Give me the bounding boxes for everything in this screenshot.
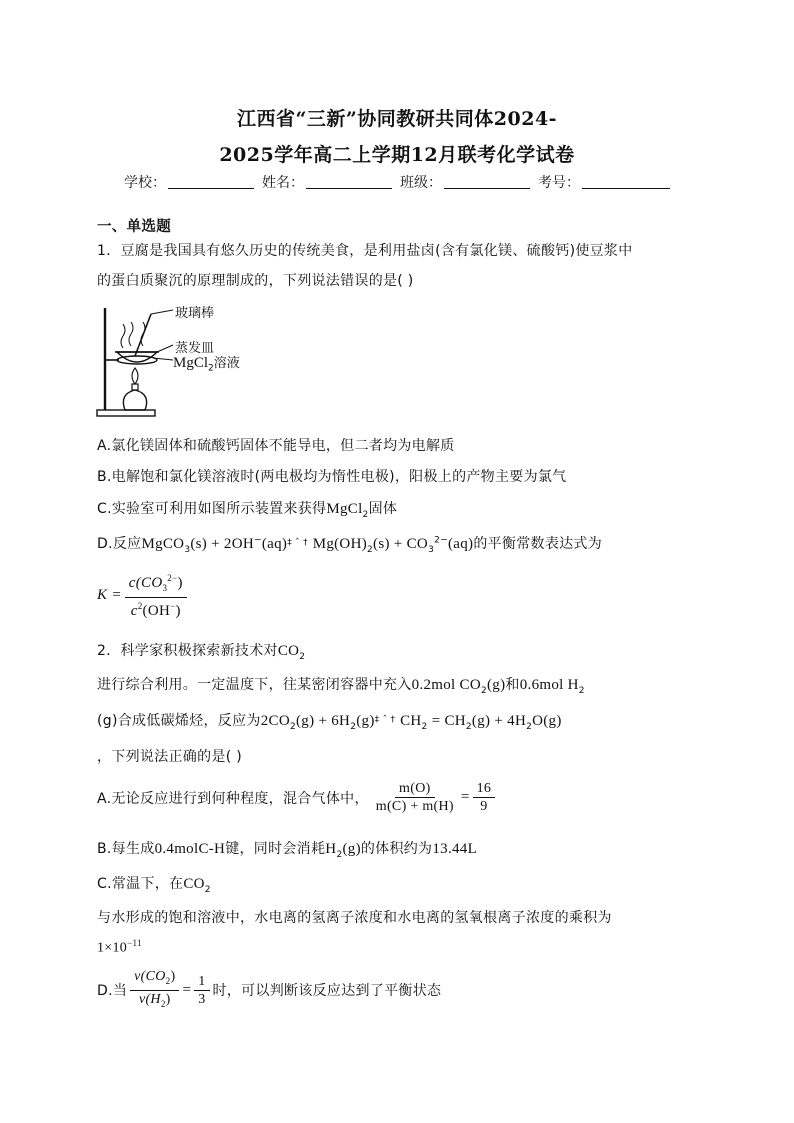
name-label: 姓名： <box>262 175 304 191</box>
q2-stem-line4: ，下列说法正确的是( ) <box>97 749 242 765</box>
exam-number-field[interactable] <box>582 174 670 189</box>
section-title: 一、单选题 <box>97 219 171 235</box>
q2-option-c-line2: 与水形成的饱和溶液中，水电离的氢离子浓度和水电离的氢氧根离子浓度的乘积为 <box>97 910 612 926</box>
q1-option-d[interactable]: D.反应MgCO$_3$(s) + 2OH−(aq)$^{\ddagger ˆ \dagger}$ $Mg(OH)_2(s) + CO_3^{2-}(aq)$的平衡常数表达式为 <box>97 535 603 555</box>
q1-option-c[interactable]: C.实验室可利用如图所示装置来获得MgCl$_2$固体 <box>97 501 398 520</box>
q2-option-c[interactable]: C.常温下，在$CO_2$ <box>97 876 211 895</box>
exam-title-line1: 江西省“三新”协同教研共同体2024- <box>236 108 558 130</box>
q1-option-a[interactable]: A.氯化镁固体和硫酸钙固体不能导电，但二者均为电解质 <box>97 438 455 454</box>
q1-k-expression: K = $\frac{c(CO_3^{2-})}{c^2(OH^-)}$ <box>97 570 190 620</box>
q1-stem-line1: 1．豆腐是我国具有悠久历史的传统美食，是利用盐卤(含有氯化镁、硫酸钙)使豆浆中 <box>97 243 633 259</box>
exam-number-label: 考号： <box>538 175 580 191</box>
q2-stem-line3: (g)合成低碳烯烃，反应为$2CO_2(g) + 6H_2(g)^{\ddagger ˆ \dagger}$ $CH_2 = CH_2(g) + 4H_2O(g)$ <box>97 713 562 732</box>
q2-option-d[interactable]: D.当 $\frac{v(CO_2)}{v(H_2)}$ = $\frac{1}{3}$ 时，可以判断该反应达到了平衡状态 <box>97 969 442 1009</box>
exam-title-line2: 2025学年高二上学期12月联考化学试卷 <box>219 144 575 166</box>
name-field[interactable] <box>306 174 392 189</box>
q1-stem-line2: 的蛋白质聚沉的原理制成的，下列说法错误的是( ) <box>97 273 414 289</box>
evaporation-apparatus-figure <box>95 300 255 426</box>
class-label: 班级： <box>400 175 442 191</box>
q2-option-a[interactable]: A.无论反应进行到何种程度，混合气体中， $\frac{m(O)}{m(C) + m(H)}$ = $\frac{16}{9}$ <box>97 780 498 815</box>
student-info-row <box>124 172 670 192</box>
label-mgcl2-solution: MgCl$_2$溶液 <box>173 355 240 374</box>
class-field[interactable] <box>444 174 530 189</box>
q1-option-b[interactable]: B.电解饱和氯化镁溶液时(两电极均为惰性电极)，阳极上的产物主要为氯气 <box>97 469 567 485</box>
q2-stem-line1: 2．科学家积极探索新技术对$CO_2$ <box>97 643 306 662</box>
school-label: 学校： <box>124 175 166 191</box>
q2-stem-line2: 进行综合利用。一定温度下，往某密闭容器中充入0.2mol $CO_2(g)$和0.6mol $H_2$ <box>97 677 585 696</box>
label-glass-rod: 玻璃棒 <box>175 306 215 321</box>
q2-option-b[interactable]: B.每生成0.4molC-H键，同时会消耗$H_2(g)$的体积约为13.44L <box>97 841 478 860</box>
q2-option-c-value: $1\times 10^{-11}$ <box>97 938 142 956</box>
school-field[interactable] <box>168 174 254 189</box>
label-evaporating-dish: 蒸发皿 <box>175 341 215 356</box>
